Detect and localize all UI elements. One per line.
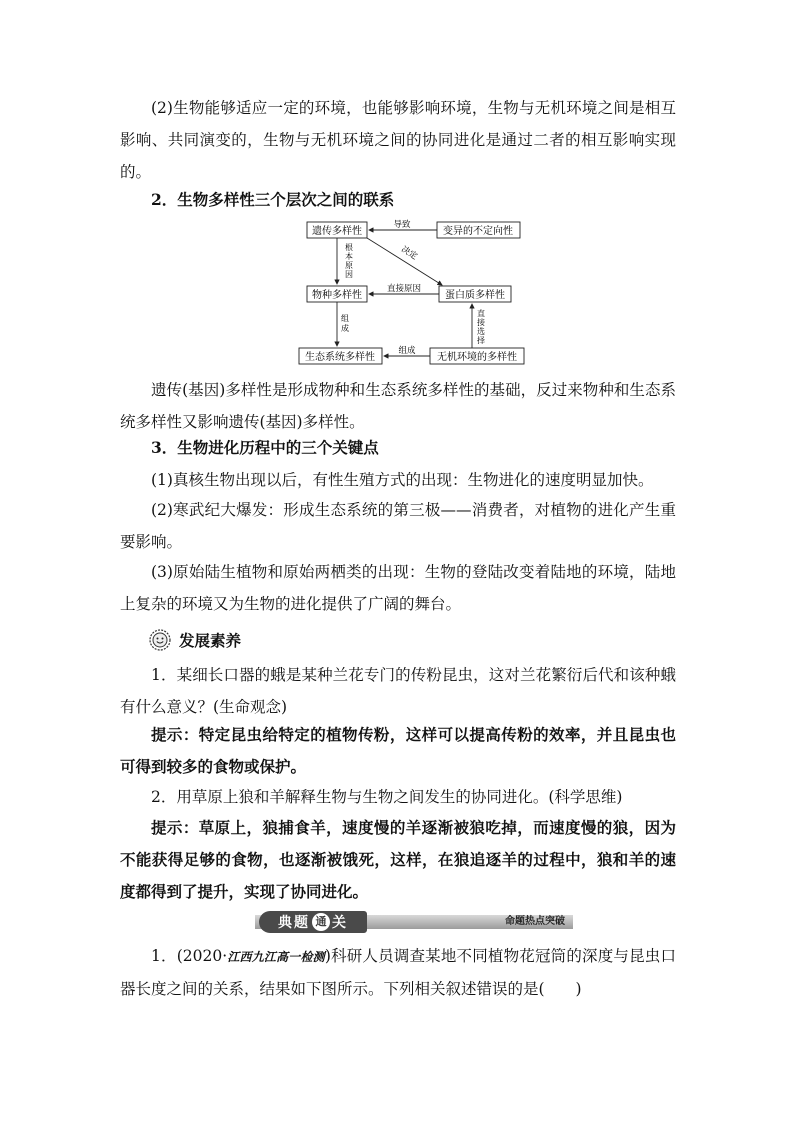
example-1-source: 江西九江高一检测: [227, 950, 325, 964]
edge-label-select-1: 直: [477, 309, 485, 318]
section-development: [149, 628, 241, 652]
banner-title-part-1: 典题: [278, 915, 310, 931]
edge-label-compose-2: 成: [341, 324, 349, 333]
question-1: 1．某细长口器的蛾是某种兰花专门的传粉昆虫，这对兰花繁衍后代和该种蛾有什么意义？(生命观念): [120, 666, 676, 716]
key-point-1: (1)真核生物出现以后，有性生殖方式的出现：生物进化的速度明显加快。: [151, 471, 654, 489]
paragraph-genetic-diversity: 遗传(基因)多样性是形成物种和生态系统多样性的基础，反过来物种和生态系统多样性又影响遗传(基因)多样性。: [120, 381, 676, 431]
biodiversity-diagram: [296, 218, 526, 368]
answer-1: 提示：特定昆虫给特定的植物传粉，这样可以提高传粉的效率，并且昆虫也可得到较多的食物或保护。: [120, 725, 676, 776]
label-inorganic: 无机环境的多样性: [437, 352, 517, 363]
edge-label-select-3: 选: [477, 327, 485, 336]
key-point-2: (2)寒武纪大爆发：形成生态系统的第三极——消费者，对植物的进化产生重要影响。: [120, 501, 676, 551]
example-1-body: )科研人员调查某地不同植物花冠筒的深度与昆虫口器长度之间的关系，结果如下图所示。下列相关叙述错误的是( ): [120, 947, 676, 998]
label-protein: 蛋白质多样性: [445, 290, 505, 301]
edge-label-direct-cause: 直接原因: [386, 284, 422, 294]
key-point-3: (3)原始陆生植物和原始两栖类的出现：生物的登陆改变着陆地的环境，陆地上复杂的环境又为生物的进化提供了广阔的舞台。: [120, 563, 676, 613]
answer-2: 提示：草原上，狼捕食羊，速度慢的羊逐渐被狼吃掉，而速度慢的狼，因为不能获得足够的食物，也逐渐被饿死，这样，在狼追逐羊的过程中，狼和羊的速度都得到了提升，实现了协同进化。: [120, 818, 676, 901]
edge-label-cause: 导致: [393, 220, 411, 230]
banner-title: [259, 911, 367, 933]
label-variation: 变异的不定向性: [443, 226, 513, 237]
edge-label-compose-h: 组成: [398, 346, 416, 356]
diagram-svg: [296, 218, 526, 368]
edge-label-select-2: 接: [477, 318, 485, 327]
paragraph-coevolution-2: (2)生物能够适应一定的环境，也能够影响环境，生物与无机环境之间是相互影响、共同演变的，生物与无机环境之间的协同进化是通过二者的相互影响实现的。: [120, 99, 676, 181]
banner-subtitle: 命题热点突破: [505, 916, 565, 927]
section-label: 发展素养: [179, 632, 242, 650]
heading-key-points: 3．生物进化历程中的三个关键点: [151, 438, 379, 457]
example-1: [120, 940, 676, 1005]
edge-label-root-2: 本: [345, 252, 353, 261]
label-genetic: 遗传多样性: [312, 226, 362, 237]
question-2: 2．用草原上狼和羊解释生物与生物之间发生的协同进化。(科学思维): [151, 788, 623, 806]
edge-label-root-1: 根: [345, 243, 353, 252]
edge-label-decide: 决定: [399, 244, 419, 263]
section-banner: [255, 911, 573, 933]
edge-label-compose-1: 组: [341, 314, 349, 323]
label-ecosystem: 生态系统多样性: [305, 352, 375, 363]
banner-title-part-2: 关: [332, 915, 348, 931]
sun-face-icon: [149, 629, 171, 651]
edge-label-root-3: 原: [345, 261, 353, 270]
banner-title-dot: 通: [312, 913, 330, 931]
edge-label-select-4: 择: [477, 336, 485, 345]
edge-label-root-4: 因: [345, 270, 353, 279]
label-species: 物种多样性: [312, 290, 362, 301]
heading-biodiversity-levels: 2．生物多样性三个层次之间的联系: [151, 190, 395, 209]
example-1-prefix: 1．(2020·: [151, 947, 228, 965]
